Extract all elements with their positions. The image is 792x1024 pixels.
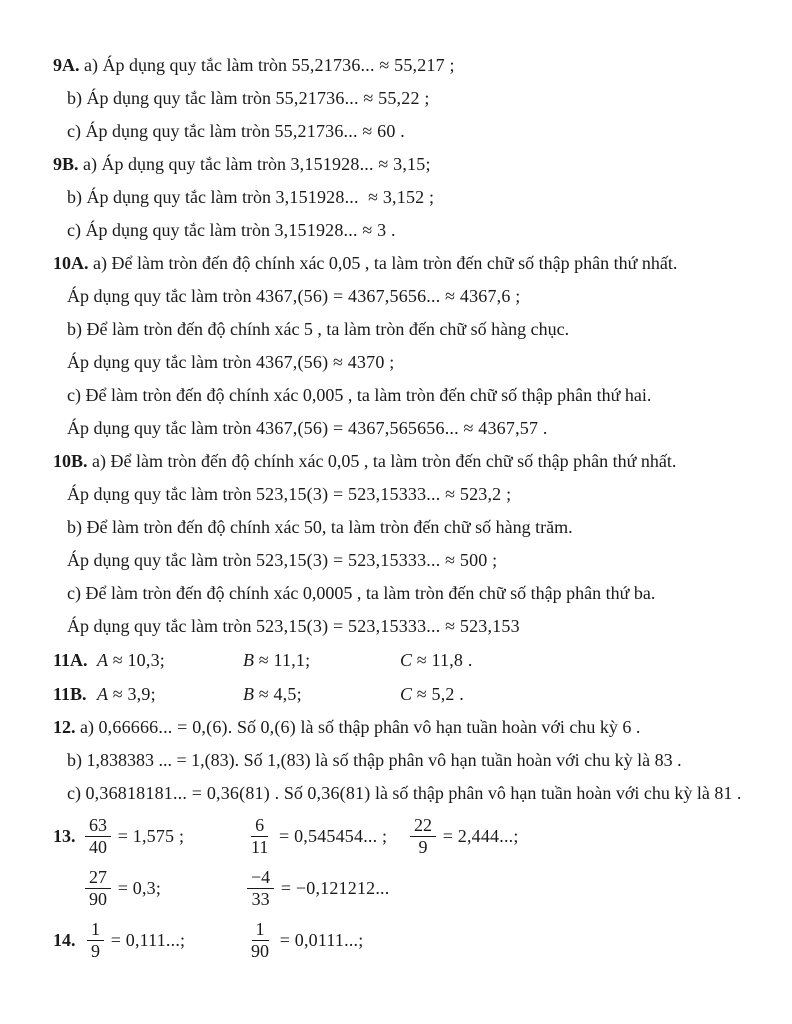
line-part bbox=[53, 49, 455, 82]
math-text: 523,15(3) = 523,15333... ≈ 500 ; bbox=[255, 550, 498, 570]
line-part bbox=[67, 412, 548, 445]
math-text: ≈ 11,1; bbox=[254, 649, 311, 670]
fraction-numerator: 27 bbox=[85, 867, 111, 888]
line-part bbox=[400, 677, 464, 711]
line-part bbox=[83, 862, 161, 914]
math-text: ≈ 4,5; bbox=[254, 683, 302, 704]
prose-text: Áp dụng quy tắc làm tròn bbox=[67, 484, 256, 504]
fraction-denominator: 90 bbox=[251, 940, 269, 961]
fraction bbox=[247, 919, 273, 960]
fraction bbox=[85, 815, 111, 856]
line-10a-b-apply bbox=[0, 346, 792, 379]
line-9b-a bbox=[0, 148, 792, 181]
line-11b bbox=[0, 677, 792, 711]
line-part bbox=[53, 677, 87, 711]
math-text: 55,21736... ≈ 55,22 ; bbox=[275, 88, 430, 108]
line-part bbox=[97, 677, 156, 711]
math-text: = 0,0111...; bbox=[275, 929, 364, 950]
line-part bbox=[67, 744, 682, 777]
line-12-a bbox=[0, 711, 792, 744]
line-part bbox=[67, 82, 430, 115]
prose-text: c) Áp dụng quy tắc làm tròn bbox=[67, 121, 275, 141]
line-10b-b-apply bbox=[0, 544, 792, 577]
fraction-numerator: 6 bbox=[251, 815, 268, 836]
math-text: 3,151928... ≈ 3,15; bbox=[290, 154, 431, 174]
fraction bbox=[85, 867, 111, 908]
math-text: 3,151928... ≈ 3 . bbox=[274, 220, 396, 240]
line-part bbox=[53, 810, 76, 862]
math-text: 4367,(56) ≈ 4370 ; bbox=[255, 352, 395, 372]
prose-text: a) bbox=[75, 717, 99, 737]
line-13-row2 bbox=[0, 862, 792, 914]
fraction-denominator: 90 bbox=[89, 888, 107, 909]
fraction-numerator: 1 bbox=[87, 919, 104, 940]
line-part bbox=[67, 313, 569, 346]
item-label: 9A. bbox=[53, 55, 80, 75]
math-text: ≈ 10,3; bbox=[108, 649, 165, 670]
math-variable: B bbox=[243, 649, 254, 670]
line-part bbox=[53, 643, 88, 677]
prose-text: b) Áp dụng quy tắc làm tròn bbox=[67, 88, 276, 108]
fraction-denominator: 11 bbox=[251, 836, 269, 857]
math-text: 0,36818181... = 0,36(81) . bbox=[85, 783, 280, 803]
line-part bbox=[245, 862, 389, 914]
fraction-numerator: 63 bbox=[85, 815, 111, 836]
line-9a-a bbox=[0, 49, 792, 82]
math-text: 523,15(3) = 523,15333... ≈ 523,153 bbox=[255, 616, 520, 636]
line-part bbox=[67, 280, 521, 313]
prose-text: a) Áp dụng quy tắc làm tròn bbox=[79, 55, 292, 75]
line-part bbox=[67, 115, 405, 148]
prose-text: b) Để làm tròn đến độ chính xác 50, ta làm tròn đến chữ số hàng trăm. bbox=[67, 517, 573, 537]
math-text: 4367,(56) = 4367,5656... ≈ 4367,6 ; bbox=[255, 286, 521, 306]
math-variable: C bbox=[400, 649, 413, 670]
line-part bbox=[67, 577, 655, 610]
line-10a-a bbox=[0, 247, 792, 280]
prose-text: c) Để làm tròn đến độ chính xác 0,005 , ta làm tròn đến chữ số thập phân thứ hai. bbox=[67, 385, 652, 405]
line-part bbox=[53, 914, 76, 966]
prose-text: Áp dụng quy tắc làm tròn bbox=[67, 550, 256, 570]
line-14 bbox=[0, 914, 792, 966]
math-text: = 0,111...; bbox=[106, 929, 186, 950]
line-part bbox=[67, 610, 520, 643]
prose-text: Áp dụng quy tắc làm tròn bbox=[67, 418, 256, 438]
item-label: 10B. bbox=[53, 451, 88, 471]
line-12-b bbox=[0, 744, 792, 777]
item-label: 11A. bbox=[53, 649, 88, 670]
prose-text: b) 1,838383 ... = 1,(83). Số 1,(83) là số thập phân vô hạn tuần hoàn với chu kỳ là 83 . bbox=[67, 750, 682, 770]
line-10b-c bbox=[0, 577, 792, 610]
line-part bbox=[408, 810, 519, 862]
line-11a bbox=[0, 643, 792, 677]
line-part bbox=[67, 181, 434, 214]
prose-text: Số bbox=[232, 717, 261, 737]
fraction bbox=[247, 867, 274, 908]
fraction bbox=[247, 815, 272, 856]
math-variable: B bbox=[243, 683, 254, 704]
line-part bbox=[67, 478, 511, 511]
prose-text: là số thập phân vô hạn tuần hoàn với chu kỳ 6 . bbox=[295, 717, 641, 737]
prose-text: c) bbox=[67, 783, 86, 803]
line-part bbox=[53, 445, 676, 478]
fraction bbox=[87, 919, 104, 960]
solutions-text-block bbox=[0, 49, 792, 966]
math-text: = −0,121212... bbox=[276, 877, 390, 898]
line-9a-b bbox=[0, 82, 792, 115]
math-text: = 0,545454... ; bbox=[274, 825, 388, 846]
math-text: 0,66666... = 0,(6). bbox=[98, 717, 233, 737]
line-part bbox=[67, 379, 651, 412]
line-10b-a-apply bbox=[0, 478, 792, 511]
math-text: 55,21736... ≈ 55,217 ; bbox=[291, 55, 455, 75]
line-10b-c-apply bbox=[0, 610, 792, 643]
line-part bbox=[53, 247, 677, 280]
prose-text: Áp dụng quy tắc làm tròn bbox=[67, 286, 256, 306]
line-part bbox=[83, 810, 184, 862]
line-10a-b bbox=[0, 313, 792, 346]
line-part bbox=[67, 511, 573, 544]
line-10a-c bbox=[0, 379, 792, 412]
prose-text: c) Áp dụng quy tắc làm tròn bbox=[67, 220, 275, 240]
item-label: 14. bbox=[53, 929, 76, 950]
math-text: ≈ 11,8 . bbox=[412, 649, 473, 670]
line-10b-b bbox=[0, 511, 792, 544]
prose-text: a) Để làm tròn đến độ chính xác 0,05 , ta làm tròn đến chữ số thập phân thứ nhất. bbox=[87, 451, 677, 471]
line-part bbox=[67, 544, 497, 577]
math-text: 0,36(81) bbox=[307, 783, 371, 803]
math-text: ≈ 5,2 . bbox=[412, 683, 464, 704]
line-12-c bbox=[0, 777, 792, 810]
math-text: 4367,(56) = 4367,565656... ≈ 4367,57 . bbox=[255, 418, 548, 438]
math-text: = 1,575 ; bbox=[113, 825, 185, 846]
fraction-denominator: 9 bbox=[418, 836, 428, 857]
line-9b-c bbox=[0, 214, 792, 247]
fraction-numerator: 1 bbox=[252, 919, 269, 940]
math-text: ≈ 3,9; bbox=[108, 683, 156, 704]
prose-text: a) Áp dụng quy tắc làm tròn bbox=[78, 154, 291, 174]
prose-text: Áp dụng quy tắc làm tròn bbox=[67, 352, 256, 372]
line-part bbox=[53, 711, 640, 744]
fraction-denominator: 40 bbox=[89, 836, 107, 857]
fraction bbox=[410, 815, 436, 856]
item-label: 9B. bbox=[53, 154, 79, 174]
item-label: 10A. bbox=[53, 253, 89, 273]
line-part bbox=[67, 214, 396, 247]
math-text: 3,151928... ≈ 3,152 ; bbox=[275, 187, 435, 207]
line-10b-a bbox=[0, 445, 792, 478]
line-part bbox=[67, 346, 394, 379]
math-text: = 0,3; bbox=[113, 877, 162, 898]
prose-text: a) Để làm tròn đến độ chính xác 0,05 , ta làm tròn đến chữ số thập phân thứ nhất. bbox=[88, 253, 678, 273]
line-part bbox=[243, 643, 310, 677]
line-part bbox=[245, 914, 363, 966]
fraction-denominator: 9 bbox=[91, 940, 100, 961]
math-text: 55,21736... ≈ 60 . bbox=[274, 121, 405, 141]
line-9a-c bbox=[0, 115, 792, 148]
math-text: 0,(6) bbox=[260, 717, 296, 737]
item-label: 13. bbox=[53, 825, 76, 846]
math-variable: A bbox=[97, 649, 108, 670]
item-label: 12. bbox=[53, 717, 76, 737]
line-part bbox=[53, 148, 431, 181]
prose-text: là số thập phân vô hạn tuần hoàn với chu kỳ là 81 . bbox=[370, 783, 742, 803]
math-text: 523,15(3) = 523,15333... ≈ 523,2 ; bbox=[255, 484, 512, 504]
fraction-denominator: 33 bbox=[251, 888, 270, 909]
line-part bbox=[97, 643, 165, 677]
line-part bbox=[400, 643, 473, 677]
line-part bbox=[67, 777, 741, 810]
line-10a-a-apply bbox=[0, 280, 792, 313]
line-part bbox=[245, 810, 387, 862]
fraction-numerator: −4 bbox=[247, 867, 274, 888]
math-variable: A bbox=[97, 683, 108, 704]
line-13-row1 bbox=[0, 810, 792, 862]
line-part bbox=[243, 677, 302, 711]
math-variable: C bbox=[400, 683, 413, 704]
prose-text: Số bbox=[279, 783, 308, 803]
math-text: = 2,444...; bbox=[438, 825, 519, 846]
item-label: 11B. bbox=[53, 683, 87, 704]
fraction-numerator: 22 bbox=[410, 815, 436, 836]
prose-text: b) Để làm tròn đến độ chính xác 5 , ta làm tròn đến chữ số hàng chục. bbox=[67, 319, 570, 339]
line-part bbox=[85, 914, 185, 966]
line-10a-c-apply bbox=[0, 412, 792, 445]
prose-text: c) Để làm tròn đến độ chính xác 0,0005 , ta làm tròn đến chữ số thập phân thứ ba. bbox=[67, 583, 656, 603]
prose-text: b) Áp dụng quy tắc làm tròn bbox=[67, 187, 276, 207]
line-9b-b bbox=[0, 181, 792, 214]
prose-text: Áp dụng quy tắc làm tròn bbox=[67, 616, 256, 636]
